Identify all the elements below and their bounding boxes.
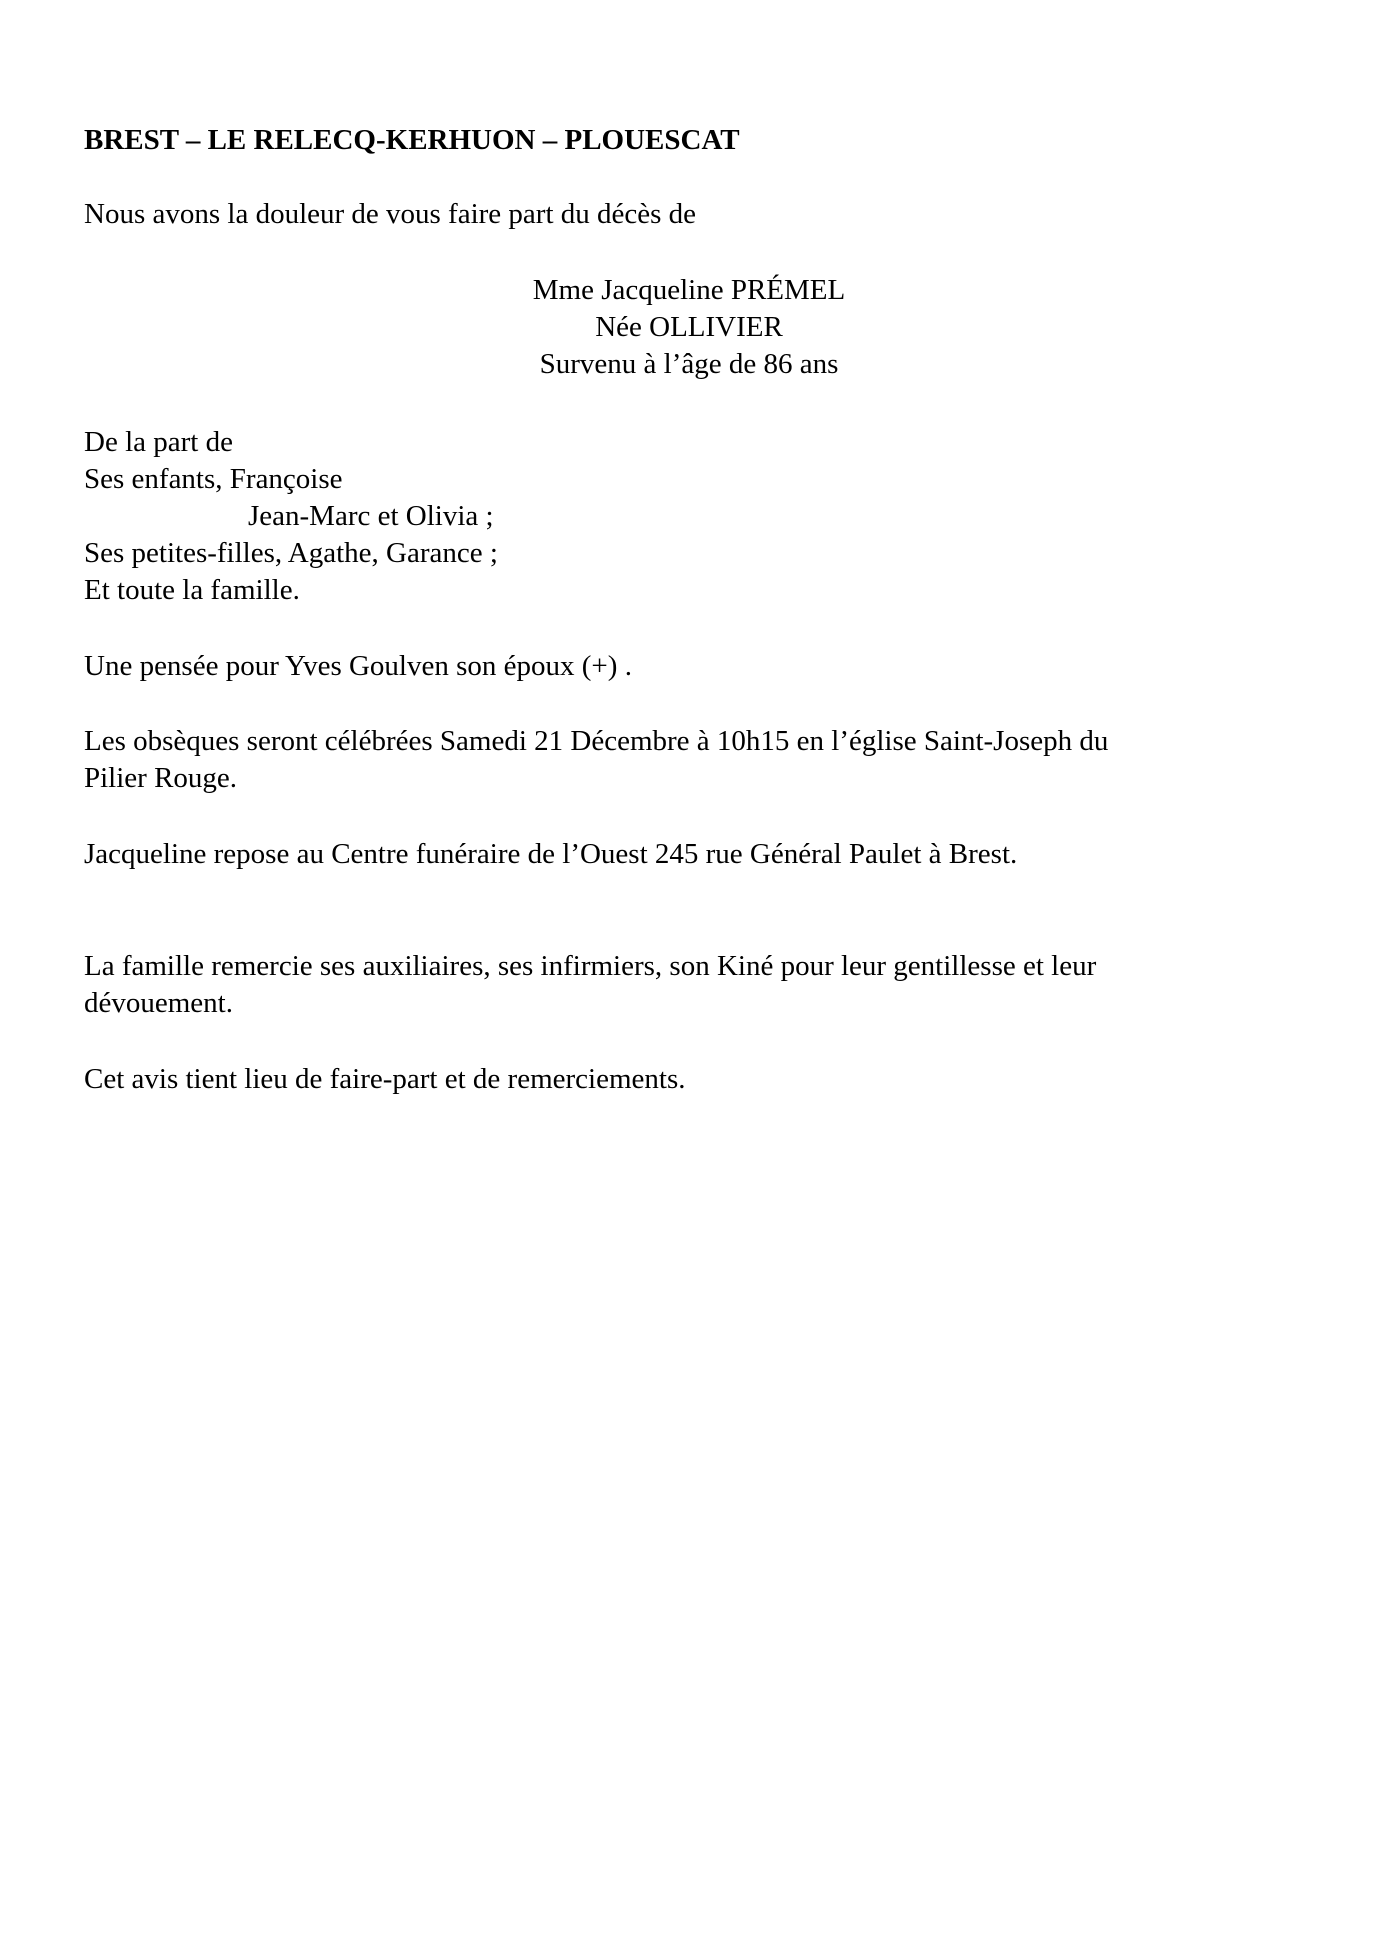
deceased-age: Survenu à l’âge de 86 ans — [539, 348, 839, 380]
thought-text: Une pensée pour Yves Goulven son époux (+) . — [84, 650, 632, 682]
thanks-line-2: dévouement. — [84, 987, 233, 1019]
deceased-name: Mme Jacqueline PRÉMEL — [532, 274, 846, 306]
deceased-block — [0, 272, 1378, 383]
family-children-1: Ses enfants, Françoise — [84, 463, 343, 495]
funeral-line-2: Pilier Rouge. — [84, 762, 238, 794]
family-all: Et toute la famille. — [84, 574, 300, 606]
funeral-line-1: Les obsèques seront célébrées Samedi 21 Décembre à 10h15 en l’église Saint-Joseph du — [84, 725, 1109, 757]
family-children-2: Jean-Marc et Olivia ; — [248, 500, 494, 532]
closing-text: Cet avis tient lieu de faire-part et de remerciements. — [84, 1063, 686, 1095]
family-from: De la part de — [84, 426, 233, 458]
rest-text: Jacqueline repose au Centre funéraire de l’Ouest 245 rue Général Paulet à Brest. — [84, 838, 1018, 870]
family-grandchildren: Ses petites-filles, Agathe, Garance ; — [84, 537, 498, 569]
deceased-maiden-name: Née OLLIVIER — [595, 311, 783, 343]
intro-text: Nous avons la douleur de vous faire part du décès de — [84, 198, 697, 230]
notice-heading: BREST – LE RELECQ-KERHUON – PLOUESCAT — [84, 124, 740, 156]
thanks-line-1: La famille remercie ses auxiliaires, ses infirmiers, son Kiné pour leur gentillesse et leur — [84, 950, 1097, 982]
